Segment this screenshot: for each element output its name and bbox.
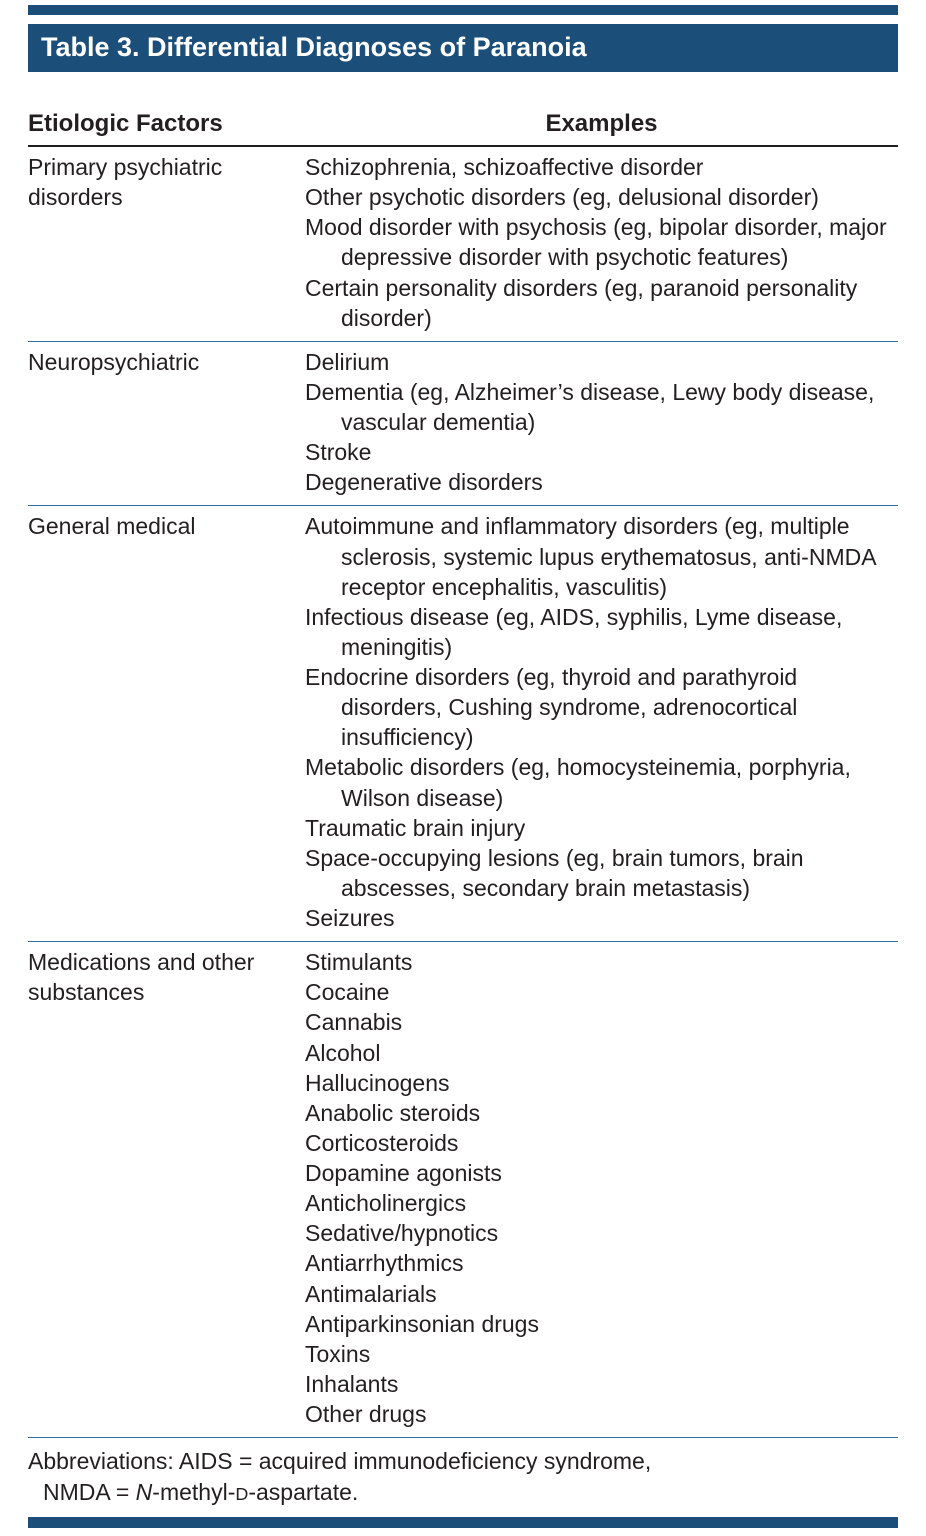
example-item: Infectious disease (eg, AIDS, syphilis, Lyme disease, meningitis) xyxy=(305,603,843,660)
example-item: Alcohol xyxy=(305,1039,381,1066)
example-item: Dopamine agonists xyxy=(305,1160,502,1186)
example-item: Toxins xyxy=(305,1340,371,1367)
table-header-row xyxy=(28,102,898,147)
table-body xyxy=(28,147,898,1437)
example-item: Other psychotic disorders (eg, delusional disorder) xyxy=(305,184,819,211)
example-item: Traumatic brain injury xyxy=(305,814,526,841)
example-item: Antiarrhythmics xyxy=(305,1250,464,1277)
examples-cell xyxy=(305,511,898,933)
abbreviations-footnote xyxy=(28,1437,898,1517)
example-item: Delirium xyxy=(305,348,390,375)
example-item: Metabolic disorders (eg, homocysteinemia, porphyria, Wilson disease) xyxy=(305,754,851,811)
example-item: Sedative/hypnotics xyxy=(305,1220,499,1247)
top-rule xyxy=(28,5,898,15)
abbreviation-nmda-mid: -methyl- xyxy=(152,1478,236,1505)
etiologic-factor-cell: Neuropsychiatric xyxy=(28,348,200,375)
example-item: Schizophrenia, schizoaffective disorder xyxy=(305,154,704,180)
example-item: Antiparkinsonian drugs xyxy=(305,1310,539,1337)
example-item: Anticholinergics xyxy=(305,1190,467,1217)
example-item: Anabolic steroids xyxy=(305,1099,481,1126)
example-item: Other drugs xyxy=(305,1401,427,1427)
table-title: Table 3. Differential Diagnoses of Paranoia xyxy=(41,32,587,62)
example-item: Stimulants xyxy=(305,949,413,976)
abbreviations-line1: Abbreviations: AIDS = acquired immunodeficiency syndrome, xyxy=(28,1448,652,1475)
example-item: Certain personality disorders (eg, paranoid personality disorder) xyxy=(305,274,858,331)
table-row xyxy=(28,505,898,941)
abbreviations-line2 xyxy=(28,1477,898,1508)
table-title-bar xyxy=(28,24,898,72)
example-item: Mood disorder with psychosis (eg, bipolar disorder, major depressive disorder with psychotic features) xyxy=(305,214,887,271)
table-row xyxy=(28,341,898,506)
example-item: Degenerative disorders xyxy=(305,469,543,496)
example-item: Space-occupying lesions (eg, brain tumors, brain abscesses, secondary brain metastasis) xyxy=(305,844,804,901)
abbreviation-nmda-suffix: -aspartate. xyxy=(248,1478,359,1505)
table-row xyxy=(28,941,898,1437)
etiologic-factor-cell: General medical xyxy=(28,513,196,540)
example-item: Autoimmune and inflammatory disorders (eg, multiple sclerosis, systemic lupus erythematosus, anti-NMDA receptor encephalitis, vasculitis) xyxy=(305,513,876,600)
etiologic-factor-cell: Medications and other substances xyxy=(28,949,255,1006)
example-item: Antimalarials xyxy=(305,1280,437,1307)
example-item: Dementia (eg, Alzheimer’s disease, Lewy body disease, vascular dementia) xyxy=(305,378,875,435)
abbreviation-nmda-prefix: NMDA = xyxy=(43,1478,136,1505)
abbreviation-nmda-smallcap-d: D xyxy=(235,1483,249,1504)
example-item: Cannabis xyxy=(305,1009,403,1036)
examples-cell xyxy=(305,947,898,1429)
column-header-examples: Examples xyxy=(545,110,658,137)
table-row xyxy=(28,147,898,341)
example-item: Inhalants xyxy=(305,1370,399,1397)
etiologic-factor-cell: Primary psychiatric disorders xyxy=(28,154,223,211)
example-item: Endocrine disorders (eg, thyroid and parathyroid disorders, Cushing syndrome, adrenocortical insufficiency) xyxy=(305,664,798,751)
examples-cell xyxy=(305,347,898,498)
example-item: Hallucinogens xyxy=(305,1069,450,1096)
abbreviation-nmda-italic-n: N xyxy=(135,1478,153,1505)
example-item: Seizures xyxy=(305,905,395,931)
bottom-rule xyxy=(28,1517,898,1528)
column-header-etiologic-factors: Etiologic Factors xyxy=(28,110,223,137)
example-item: Cocaine xyxy=(305,979,390,1006)
example-item: Stroke xyxy=(305,439,372,466)
example-item: Corticosteroids xyxy=(305,1129,459,1156)
examples-cell xyxy=(305,152,898,333)
